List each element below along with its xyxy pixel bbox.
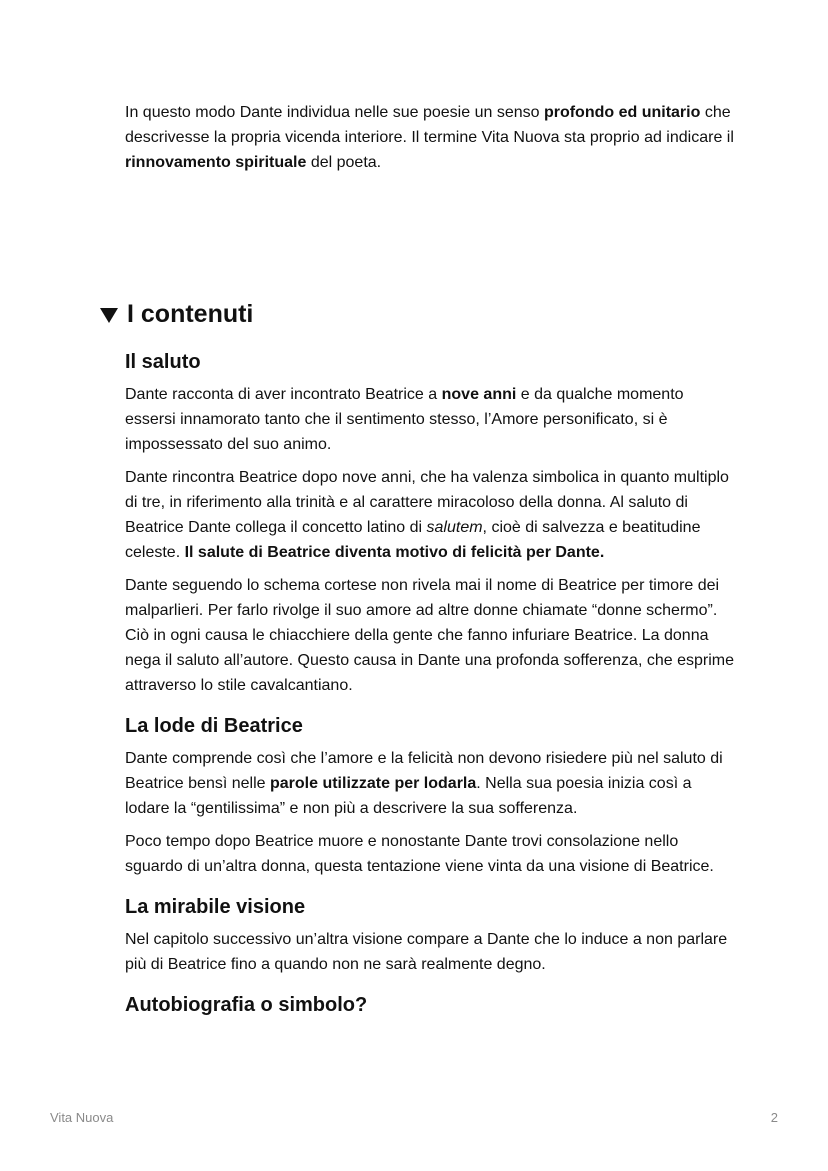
subsection-heading: La lode di Beatrice bbox=[125, 715, 303, 737]
subsection-heading: Autobiografia o simbolo? bbox=[125, 994, 368, 1016]
subsection-saluto bbox=[125, 348, 737, 698]
bold-text: Il salute di Beatrice diventa motivo di felicità per Dante. bbox=[184, 544, 605, 561]
paragraph bbox=[125, 465, 737, 565]
text: e da qualche momento essersi innamorato tanto che il sentimento stesso, l’Amore personificato, si è impossessato del suo animo. bbox=[125, 386, 684, 453]
paragraph: Dante seguendo lo schema cortese non rivela mai il nome di Beatrice per timore dei malparlieri. Per farlo rivolge il suo amore ad altre donne chiamate “donne schermo”. Ciò in ogni causa le chiacchiere della gente che fanno infuriare Beatrice. La donna nega il saluto all’autore. Questo causa in Dante una profonda sofferenza, che esprime attraverso lo stile cavalcantiano. bbox=[125, 577, 734, 694]
text: . Nella sua poesia inizia così a lodare la “gentilissima” e non più a descrivere la sua sofferenza. bbox=[125, 775, 692, 817]
text: Dante rincontra Beatrice dopo nove anni, che ha valenza simbolica in quanto multiplo di tre, in riferimento alla trinità e al carattere miracoloso della donna. Al saluto di Beatrice Dante collega il concetto latino di bbox=[125, 469, 729, 536]
section-title: I contenuti bbox=[127, 300, 254, 328]
subsection-heading: La mirabile visione bbox=[125, 896, 306, 918]
intro-block bbox=[125, 100, 737, 175]
page-number: 2 bbox=[770, 1110, 778, 1125]
paragraph: Poco tempo dopo Beatrice muore e nonostante Dante trovi consolazione nello sguardo di un’altra donna, questa tentazione viene vinta da una visione di Beatrice. bbox=[125, 833, 714, 875]
footer-title: Vita Nuova bbox=[50, 1110, 114, 1125]
subsection-visione bbox=[125, 893, 737, 977]
text: Dante racconta di aver incontrato Beatrice a bbox=[125, 386, 442, 403]
toggle-heading-contenuti[interactable] bbox=[100, 297, 740, 331]
subsection-heading: Il saluto bbox=[125, 351, 201, 373]
intro-text: In questo modo Dante individua nelle sue poesie un senso bbox=[125, 104, 544, 121]
intro-bold-text: rinnovamento spirituale bbox=[125, 154, 307, 171]
italic-text: salutem bbox=[426, 519, 483, 536]
subsection-lode bbox=[125, 712, 737, 879]
intro-paragraph bbox=[125, 100, 737, 175]
paragraph bbox=[125, 382, 737, 457]
bold-text: parole utilizzate per lodarla bbox=[269, 775, 477, 792]
intro-bold-text: profondo ed unitario bbox=[543, 104, 701, 121]
paragraph bbox=[125, 746, 737, 821]
intro-text: del poeta. bbox=[306, 154, 382, 171]
text: , cioè di salvezza e beatitudine celeste. bbox=[125, 519, 701, 561]
paragraph: Nel capitolo successivo un’altra visione compare a Dante che lo induce a non parlare più di Beatrice fino a quando non ne sarà realmente degno. bbox=[125, 931, 728, 973]
text: Dante comprende così che l’amore e la felicità non devono risiedere più nel saluto di Beatrice bensì nelle bbox=[125, 750, 723, 792]
subsection-autobiografia bbox=[125, 991, 737, 1019]
section-body bbox=[125, 348, 737, 1033]
triangle-down-icon[interactable] bbox=[100, 308, 118, 323]
bold-text: nove anni bbox=[441, 386, 517, 403]
intro-text: che descrivesse la propria vicenda interiore. Il termine Vita Nuova sta proprio ad indicare il bbox=[125, 104, 734, 146]
